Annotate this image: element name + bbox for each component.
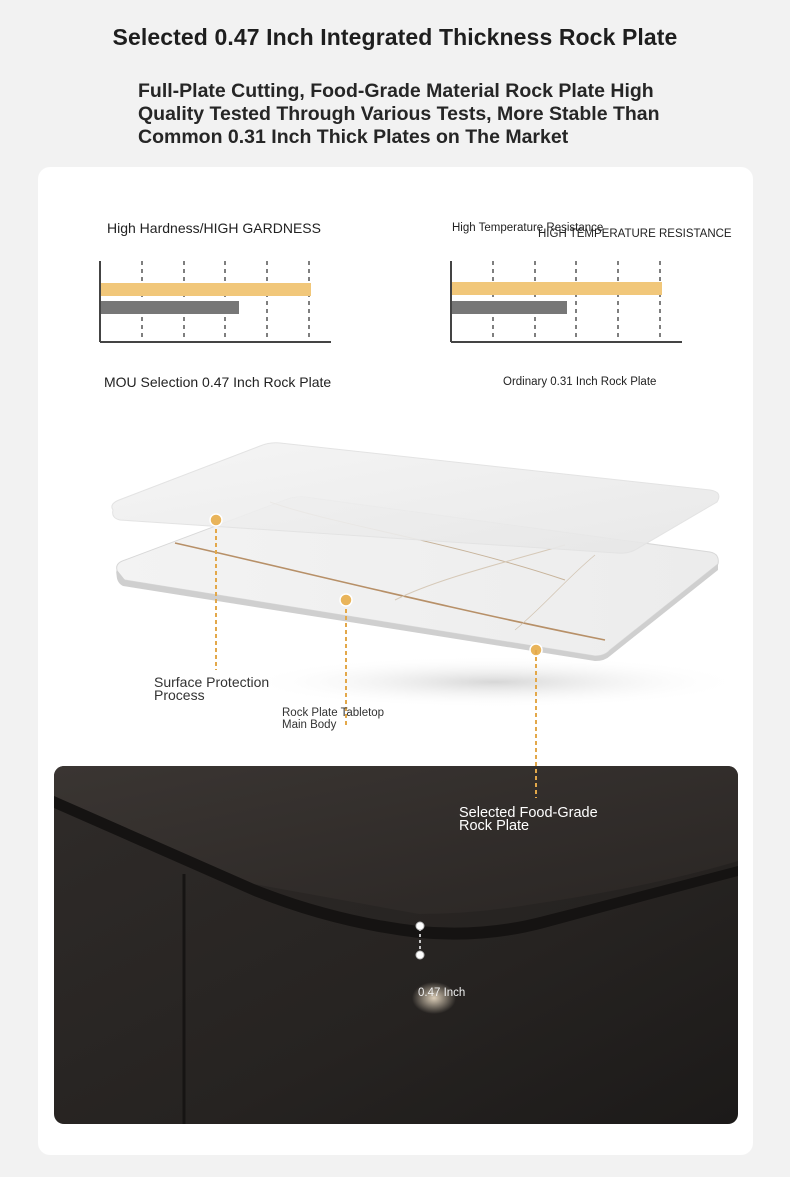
label-line: Selected Food-Grade xyxy=(459,805,598,821)
temperature-bar-ordinary xyxy=(451,301,567,314)
hardness-chart-title: High Hardness/HIGH GARDNESS xyxy=(107,220,321,236)
legend-mou: MOU Selection 0.47 Inch Rock Plate xyxy=(104,374,332,390)
surface-protection-marker xyxy=(210,514,222,526)
temperature-bar-mou xyxy=(451,282,662,295)
label-line: Process xyxy=(154,687,205,703)
food-grade-leader xyxy=(528,648,544,800)
plate-shadow xyxy=(245,656,735,708)
label-line: Main Body xyxy=(282,719,337,731)
temperature-chart xyxy=(446,255,686,347)
subtitle-line: Full-Plate Cutting, Food-Grade Material Rock Plate High xyxy=(138,80,654,102)
hardness-chart xyxy=(95,255,335,347)
food-grade-label xyxy=(459,807,598,833)
tabletop-closeup xyxy=(54,766,738,1124)
page-subtitle xyxy=(138,80,738,149)
tabletop-marker xyxy=(340,594,352,606)
subtitle-line: Quality Tested Through Various Tests, More Stable Than xyxy=(138,103,660,125)
legend-ordinary: Ordinary 0.31 Inch Rock Plate xyxy=(503,376,657,388)
tabletop-main-body-label xyxy=(282,707,384,731)
surface-protection-label xyxy=(154,676,269,702)
subtitle-line: Common 0.31 Inch Thick Plates on The Market xyxy=(138,126,569,148)
hardness-bar-ordinary xyxy=(100,301,239,314)
page-title: Selected 0.47 Inch Integrated Thickness Rock Plate xyxy=(112,24,678,50)
thickness-label: 0.47 Inch xyxy=(418,987,466,999)
hardness-bar-mou xyxy=(100,283,311,296)
label-line: Surface Protection xyxy=(154,674,270,690)
thickness-bottom-marker xyxy=(416,951,424,959)
label-line: Rock Plate Tabletop xyxy=(282,707,385,719)
thickness-top-marker xyxy=(416,922,424,930)
temperature-chart-title-small: High Temperature Resistance xyxy=(452,222,604,234)
label-line: Rock Plate xyxy=(459,818,530,834)
temperature-chart-title: HIGH TEMPERATURE RESISTANCE xyxy=(538,228,732,240)
tabletop-closeup-illustration xyxy=(54,766,738,1124)
